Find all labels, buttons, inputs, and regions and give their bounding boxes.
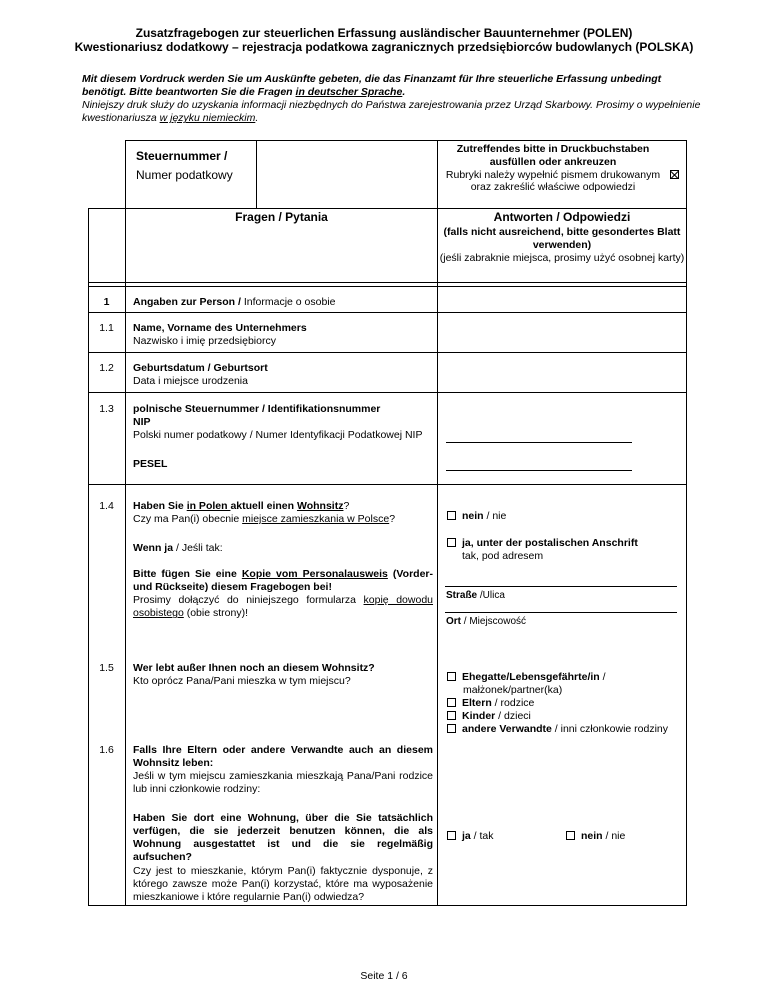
- tax-number-label: Steuernummer /: [136, 149, 228, 163]
- q16-1-pl: Jeśli w tym miejscu zamieszkania mieszkają Pana/Pani rodzice lub inni członkowie rodziny:: [133, 770, 433, 796]
- ja-14-de: ja, unter der postalischen Anschrift: [462, 537, 638, 549]
- tax-number-field[interactable]: [257, 141, 437, 207]
- q14-de-c: aktuell einen: [230, 500, 297, 512]
- wenn-pl: / Jeśli tak:: [173, 542, 223, 554]
- option-ja-14[interactable]: [447, 537, 638, 550]
- intro-de-1: Mit diesem Vordruck werden Sie um Auskünfte gebeten, die das Finanzamt für Ihre steuerliche Erfassung unbedingt benötigt. Bitte beantworten Sie die Fragen: [82, 73, 662, 99]
- row-1-5-num: 1.5: [99, 662, 114, 674]
- option-nein-16[interactable]: [566, 830, 625, 843]
- row-1-6-q1: [133, 744, 433, 797]
- row-1-pl: Informacje o osobie: [240, 296, 336, 308]
- verwandte-pl: / inni członkowie rodziny: [551, 723, 669, 735]
- ja-16-pl: / tak: [470, 830, 494, 842]
- row-1-4-wenn: [133, 542, 223, 555]
- questions-header: Fragen / Pytania: [235, 210, 328, 224]
- partner-pl: małżonek/partner(ka): [463, 684, 563, 696]
- street-de: Straße: [446, 590, 478, 601]
- row-1-2-label: [133, 362, 268, 388]
- birth-field[interactable]: [438, 353, 686, 391]
- row-1-3-de1: polnische Steuernummer / Identifikationsnummer: [133, 403, 381, 415]
- option-partner[interactable]: [447, 671, 606, 684]
- row-1-4-copy: [133, 568, 433, 621]
- q16-2-de: Haben Sie dort eine Wohnung, über die Sie tatsächlich verfügen, die sie jederzeit benutzen können, die als Wohnung ausgestattet ist und die sie regelmäßig aufsuchen?: [133, 812, 433, 864]
- intro-pl-2: w języku niemieckim: [159, 112, 256, 125]
- page-title-de: Zusatzfragebogen zur steuerlichen Erfassung ausländischer Bauunternehmer (POLEN): [135, 26, 633, 40]
- fill-hint-pl: Rubryki należy wypełnić pismem drukowanym oraz zakreślić właściwe odpowiedzi: [445, 168, 661, 194]
- option-eltern[interactable]: [447, 697, 534, 710]
- kinder-de: Kinder: [462, 710, 496, 722]
- row-1-3-num: 1.3: [99, 403, 114, 415]
- checkbox-icon[interactable]: [566, 831, 575, 840]
- street-label: [446, 590, 505, 603]
- q14-de-d: Wohnsitz: [296, 500, 344, 512]
- nein-16-pl: / nie: [602, 830, 626, 842]
- intro-pl-1: Niniejszy druk służy do uzyskania informacji niezbędnych do Państwa zarejestrowania przez Urząd Skarbowy. Prosimy o wypełnienie kwestionariusza: [82, 99, 701, 125]
- intro-text: [82, 73, 702, 126]
- copy-de: [133, 568, 433, 593]
- row-1-num: 1: [103, 296, 110, 308]
- row-1-label: [133, 296, 336, 309]
- nein-16-de: nein: [581, 830, 603, 842]
- street-pl: /Ulica: [477, 590, 505, 601]
- tax-number-label-pl: Numer podatkowy: [136, 168, 233, 182]
- copy-de-c: (Vorder- und Rückseite) diesem Fragebogen bei!: [133, 568, 433, 594]
- nein-14-de: nein: [462, 510, 484, 522]
- row-1-5-question: [133, 662, 433, 688]
- partner-de: Ehegatte/Lebensgefährte/in: [462, 671, 600, 683]
- eltern-de: Eltern: [462, 697, 492, 709]
- street-field[interactable]: [445, 586, 677, 587]
- copy-pl-c: (obie strony)!: [183, 607, 248, 620]
- row-1-1-de: Name, Vorname des Unternehmers: [133, 322, 307, 334]
- q16-1-de: Falls Ihre Eltern oder andere Verwandte auch an diesem Wohnsitz leben:: [133, 744, 433, 770]
- ja-16-de: ja: [462, 830, 471, 842]
- option-kinder[interactable]: [447, 710, 531, 723]
- checkbox-icon[interactable]: [447, 698, 456, 707]
- ja-14-pl: tak, pod adresem: [462, 550, 544, 562]
- row-1-6-q2: [133, 812, 433, 904]
- copy-de-a: Bitte fügen Sie eine: [133, 568, 242, 580]
- row-1-2-num: 1.2: [99, 362, 114, 374]
- option-ja-16[interactable]: [447, 830, 494, 843]
- row-1-de: Angaben zur Person /: [133, 296, 241, 308]
- copy-pl-b: kopię dowodu osobistego: [133, 594, 434, 620]
- intro-de-3: .: [402, 86, 406, 99]
- intro-pl-3: .: [255, 112, 259, 125]
- checkbox-icon[interactable]: [447, 711, 456, 720]
- name-field[interactable]: [438, 313, 686, 351]
- checkbox-icon[interactable]: [447, 831, 456, 840]
- row-1-2-de: Geburtsdatum / Geburtsort: [133, 362, 268, 374]
- wenn-de: Wenn ja: [133, 542, 174, 554]
- answers-title: Antworten / Odpowiedzi: [493, 210, 631, 224]
- answers-note-pl: (jeśli zabraknie miejsca, prosimy użyć osobnej karty): [439, 251, 685, 264]
- q15-de: Wer lebt außer Ihnen noch an diesem Wohnsitz?: [133, 662, 375, 674]
- q15-pl: Kto oprócz Pana/Pani mieszka w tym miejscu?: [133, 675, 351, 688]
- partner-slash: /: [599, 671, 606, 683]
- intro-de-2: in deutscher Sprache: [295, 86, 403, 99]
- row-1-3-label: [133, 403, 422, 442]
- row-1-1-num: 1.1: [99, 322, 114, 334]
- checkbox-icon[interactable]: [447, 511, 456, 520]
- row-1-4-question: [133, 500, 433, 526]
- verwandte-de: andere Verwandte: [462, 723, 552, 735]
- option-nein-14[interactable]: [447, 510, 506, 523]
- fill-hint: [442, 143, 664, 194]
- answers-note-de: (falls nicht ausreichend, bitte gesondertes Blatt verwenden): [443, 226, 681, 251]
- checkbox-icon[interactable]: [447, 672, 456, 681]
- row-1-3-de2: NIP: [133, 416, 151, 429]
- option-verwandte[interactable]: [447, 723, 668, 736]
- fill-hint-de: Zutreffendes bitte in Druckbuchstaben ausfüllen oder ankreuzen: [456, 143, 650, 168]
- nip-field[interactable]: [446, 442, 632, 443]
- copy-pl-a: Prosimy dołączyć do niniejszego formularza: [133, 594, 364, 607]
- checkbox-example-icon: [670, 170, 679, 179]
- row-1-4-num: 1.4: [99, 500, 114, 512]
- checkbox-icon[interactable]: [447, 538, 456, 547]
- row-1-1-pl: Nazwisko i imię przedsiębiorcy: [133, 335, 276, 348]
- q14-pl-a: Czy ma Pan(i) obecnie: [133, 513, 243, 526]
- q14-de-a: Haben Sie: [133, 500, 187, 512]
- q14-pl-b: miejsce zamieszkania w Polsce: [242, 513, 390, 526]
- checkbox-icon[interactable]: [447, 724, 456, 733]
- city-pl: / Miejscowość: [461, 616, 527, 627]
- nein-14-pl: / nie: [483, 510, 507, 522]
- page-number: Seite 1 / 6: [360, 970, 408, 982]
- row-1-1-label: [133, 322, 307, 348]
- city-field[interactable]: [445, 612, 677, 613]
- pesel-field[interactable]: [446, 470, 632, 471]
- city-label: [446, 616, 526, 629]
- row-1-6-num: 1.6: [99, 744, 114, 756]
- answers-header: [438, 210, 686, 264]
- pesel-label: PESEL: [133, 458, 168, 470]
- eltern-pl: / rodzice: [491, 697, 535, 709]
- q16-2-pl: Czy jest to mieszkanie, którym Pan(i) faktycznie dysponuje, z którego zawsze może Pan(i) korzystać, które ma wyposażenie mieszkaniowe i które regularnie Pan(i) odwiedza?: [133, 864, 433, 903]
- kinder-pl: / dzieci: [495, 710, 531, 722]
- q14-pl-c: ?: [389, 513, 396, 526]
- row-1-3-pl: Polski numer podatkowy / Numer Identyfikacji Podatkowej NIP: [133, 429, 423, 442]
- row-1-2-pl: Data i miejsce urodzenia: [133, 375, 248, 388]
- q14-de-b: in Polen: [186, 500, 231, 512]
- page-title-pl: Kwestionariusz dodatkowy – rejestracja podatkowa zagranicznych przedsiębiorców budowlanych (POLSKA): [74, 40, 694, 54]
- city-de: Ort: [446, 616, 461, 627]
- q14-de-e: ?: [343, 500, 350, 512]
- copy-de-b: Kopie vom Personalausweis: [241, 568, 388, 580]
